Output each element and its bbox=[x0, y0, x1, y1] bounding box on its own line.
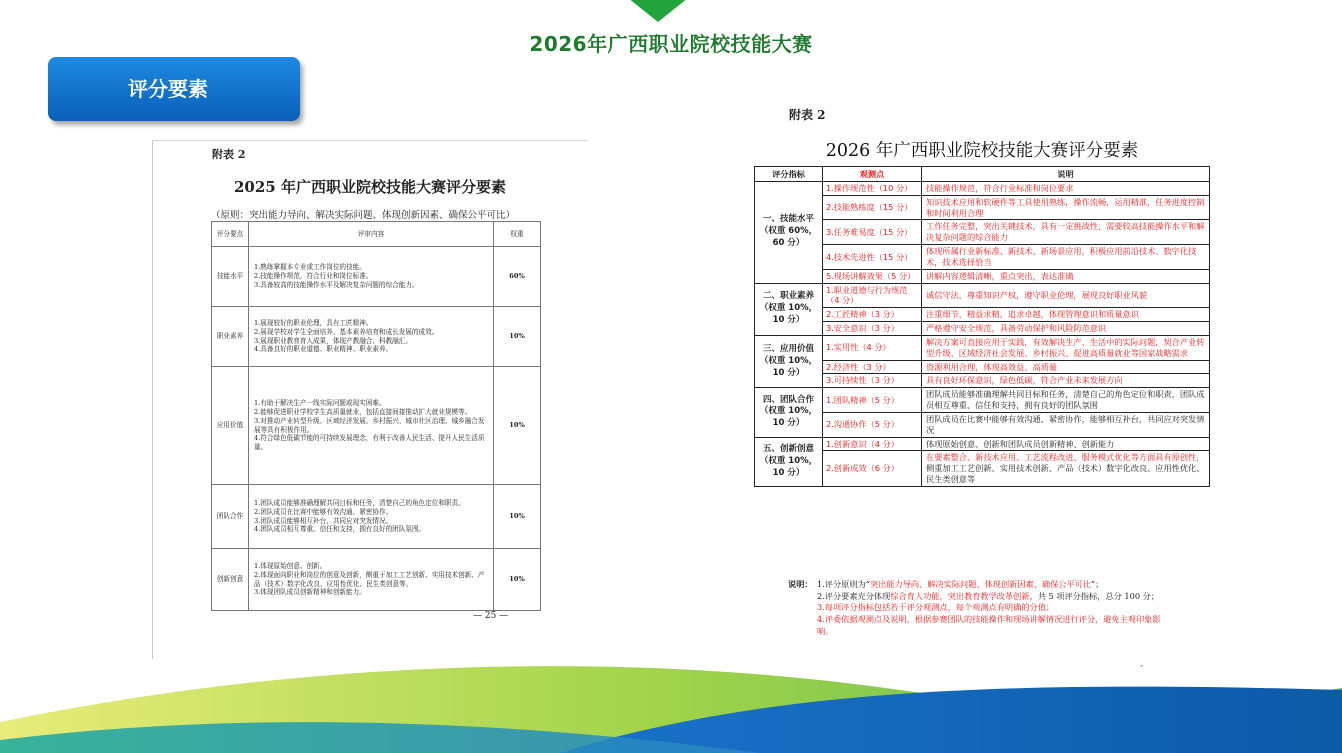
description-highlight: 在要素整合、新技术应用、工艺流程改进、服务模式优化等方面具有原创性， bbox=[926, 452, 1205, 463]
notes-label: 说明： bbox=[788, 579, 813, 589]
page-title: 2026年广西职业院校技能大赛 bbox=[529, 32, 813, 56]
left-page-number: — 25 — bbox=[473, 611, 509, 621]
observation-point: 4.技术先进性（15 分） bbox=[823, 245, 922, 270]
row-indicator: 团队合作 bbox=[212, 485, 249, 549]
row-indicator: 技能水平 bbox=[212, 247, 249, 307]
point-description: 技能操作规范，符合行业标准和岗位要求 bbox=[922, 182, 1210, 196]
observation-point: 2.技能熟练度（15 分） bbox=[823, 195, 922, 220]
row-indicator: 应用价值 bbox=[212, 367, 249, 485]
row-content: 1.有助于解决生产一线实际问题或现实困难。 2.能够促进职业学校学生高质量就业，包括直接间接推动扩大就业规模等。 3.对推动产业转型升级、区域经济发展、乡村振兴、城市社区治理、城乡融合发展等具有积极作用。 4.符合绿色低碳节能的可持续发展理念，有利于改善人民生活、提升人民生活质量。 bbox=[249, 367, 494, 485]
right-footer-mark: - bbox=[1140, 661, 1144, 671]
observation-point: 1.操作规范性（10 分） bbox=[823, 182, 922, 196]
point-description: 工作任务完整，突出关键技术，具有一定挑战性，需要较高技能操作水平和解决复杂问题的综合能力 bbox=[922, 220, 1210, 245]
observation-point: 3.安全意识（3 分） bbox=[823, 322, 922, 336]
left-header-weight: 权重 bbox=[494, 222, 541, 247]
row-weight: 60% bbox=[494, 247, 541, 307]
note-red: 3.每项评分指标包括若干评分观测点，每个观测点有明确的分值； bbox=[817, 602, 1055, 613]
group-indicator: 一、技能水平（权重 60%，60 分） bbox=[755, 182, 823, 284]
row-content: 1.展现较好的职业伦理，具有工匠精神。 2.展现学校对学生全面培养、基本素养培育和成长发展的成效。 3.展现职业教育育人成果，体现产教融合、科教融汇。 4.具备良好的职业道德、职业精神、职业素养。 bbox=[249, 307, 494, 367]
row-content: 1.熟练掌握本专业或工作岗位的技能。 2.技能操作规范，符合行业和岗位标准。 3.具备较高的技能操作水平及解决复杂问题的综合能力。 bbox=[249, 247, 494, 307]
note-red: 4.评委依据观测点及说明，根据参赛团队的技能操作和现场讲解情况进行评分，避免主观印象影响。 bbox=[817, 613, 1161, 636]
point-description: 注重细节，精益求精，追求卓越，体现管理意识和质量意识 bbox=[922, 308, 1210, 322]
note-post: ，共 5 项评分指标，总分 100 分； bbox=[1029, 590, 1160, 601]
right-annex-label: 附表 2 bbox=[789, 108, 826, 122]
row-content: 1.团队成员能够准确理解共同目标和任务，清楚自己的角色定位和职责。 2.团队成员在比赛中能够有效沟通、紧密协作。 3.团队成员能够相互补台，共同应对突发情况。 4.团队成员相互尊重、信任和支持，拥有良好的团队氛围。 bbox=[249, 485, 494, 549]
point-description: 讲解内容逻辑清晰，重点突出，表达准确 bbox=[922, 269, 1210, 283]
row-indicator: 职业素养 bbox=[212, 307, 249, 367]
note-post: ”； bbox=[1091, 579, 1104, 589]
note-pre: 2.评分要素充分体现 bbox=[817, 590, 891, 601]
observation-point: 3.可持续性（3 分） bbox=[823, 374, 922, 388]
group-indicator: 三、应用价值（权重 10%，10 分） bbox=[755, 335, 823, 387]
point-description: 诚信守法，尊重知识产权，遵守职业伦理，展现良好职业风貌 bbox=[922, 283, 1210, 308]
point-description: 团队成员能够准确理解共同目标和任务，清楚自己的角色定位和职责，团队成员相互尊重、信任和支持，拥有良好的团队氛围 bbox=[922, 388, 1210, 413]
observation-point: 2.经济性（3 分） bbox=[823, 360, 922, 374]
right-header-desc: 说明 bbox=[922, 167, 1210, 182]
row-weight: 10% bbox=[494, 485, 541, 549]
point-description: 解决方案可直接应用于实践，有效解决生产、生活中的实际问题，契合产业转型升级、区域经济社会发展、乡村振兴、促进高质量就业等国家战略需求 bbox=[922, 335, 1210, 360]
section-tag: 评分要素 bbox=[48, 57, 300, 121]
observation-point: 2.创新成效（6 分） bbox=[823, 451, 922, 486]
left-document-principle: （原则：突出能力导向、解决实际问题、体现创新因素、确保公平可比） bbox=[211, 210, 516, 221]
observation-point: 1.团队精神（5 分） bbox=[823, 388, 922, 413]
group-indicator: 四、团队合作（权重 10%，10 分） bbox=[755, 388, 823, 437]
observation-point: 1.职业道德与行为规范（4 分） bbox=[823, 283, 922, 308]
left-header-content: 评审内容 bbox=[249, 222, 494, 247]
right-header-point: 观测点 bbox=[823, 167, 922, 182]
observation-point: 3.任务难易度（15 分） bbox=[823, 220, 922, 245]
right-document-title: 2026 年广西职业院校技能大赛评分要素 bbox=[825, 141, 1139, 161]
description-text: 侧重加工工艺创新、实用技术创新、产品（技术）数字化改良、应用性优化、民生类创意等 bbox=[926, 463, 1205, 485]
observation-point: 5.现场讲解效果（5 分） bbox=[823, 269, 922, 283]
row-weight: 10% bbox=[494, 549, 541, 611]
row-weight: 10% bbox=[494, 307, 541, 367]
point-description: 具有良好环保意识，绿色低碳，符合产业未来发展方向 bbox=[922, 374, 1210, 388]
right-header-indicator: 评分指标 bbox=[755, 167, 823, 182]
row-content: 1.体现原始创意、创新。 2.体现面向职业和岗位的创意及创新，侧重于加工工艺创新、实用技术创新、产品（技术）数字化改良、应用性优化、民生类创意等。 3.体现团队成员创新精神和创新能力。 bbox=[249, 549, 494, 611]
point-description: 资源利用合理，体现高效益、高质量 bbox=[922, 360, 1210, 374]
observation-point: 1.创新意识（4 分） bbox=[823, 437, 922, 451]
group-indicator: 五、创新创意（权重 10%，10 分） bbox=[755, 437, 823, 486]
note-red: 综合育人功能，突出教育教学改革创新 bbox=[890, 590, 1030, 601]
note-red: 突出能力导向、解决实际问题、体现创新因素、确保公平可比 bbox=[869, 579, 1092, 589]
point-description: 团队成员在比赛中能够有效沟通、紧密协作，能够相互补台，共同应对突发情况 bbox=[922, 412, 1210, 437]
left-document-title: 2025 年广西职业院校技能大赛评分要素 bbox=[234, 178, 506, 196]
group-indicator: 二、职业素养（权重 10%，10 分） bbox=[755, 283, 823, 335]
point-description: 体现原始创意、创新和团队成员创新精神、创新能力 bbox=[922, 437, 1210, 451]
observation-point: 2.工匠精神（3 分） bbox=[823, 308, 922, 322]
row-weight: 10% bbox=[494, 367, 541, 485]
observation-point: 2.沟通协作（5 分） bbox=[823, 412, 922, 437]
point-description: 严格遵守安全规范，具备劳动保护和风险防范意识 bbox=[922, 322, 1210, 336]
point-description: 知识技术应用和软硬件等工具使用熟练，操作流畅，运用精准，任务进度控制和时间利用合理 bbox=[922, 195, 1210, 220]
row-indicator: 创新创意 bbox=[212, 549, 249, 611]
note-pre: 1.评分原则为“ bbox=[817, 579, 870, 589]
left-annex-label: 附表 2 bbox=[212, 148, 246, 161]
observation-point: 1.实用性（4 分） bbox=[823, 335, 922, 360]
left-header-indicator: 评分要点 bbox=[212, 222, 249, 247]
point-description: 体现所属行业新标准、新技术、新场景应用，积极应用前沿技术、数字化技术，技术选择恰当 bbox=[922, 245, 1210, 270]
